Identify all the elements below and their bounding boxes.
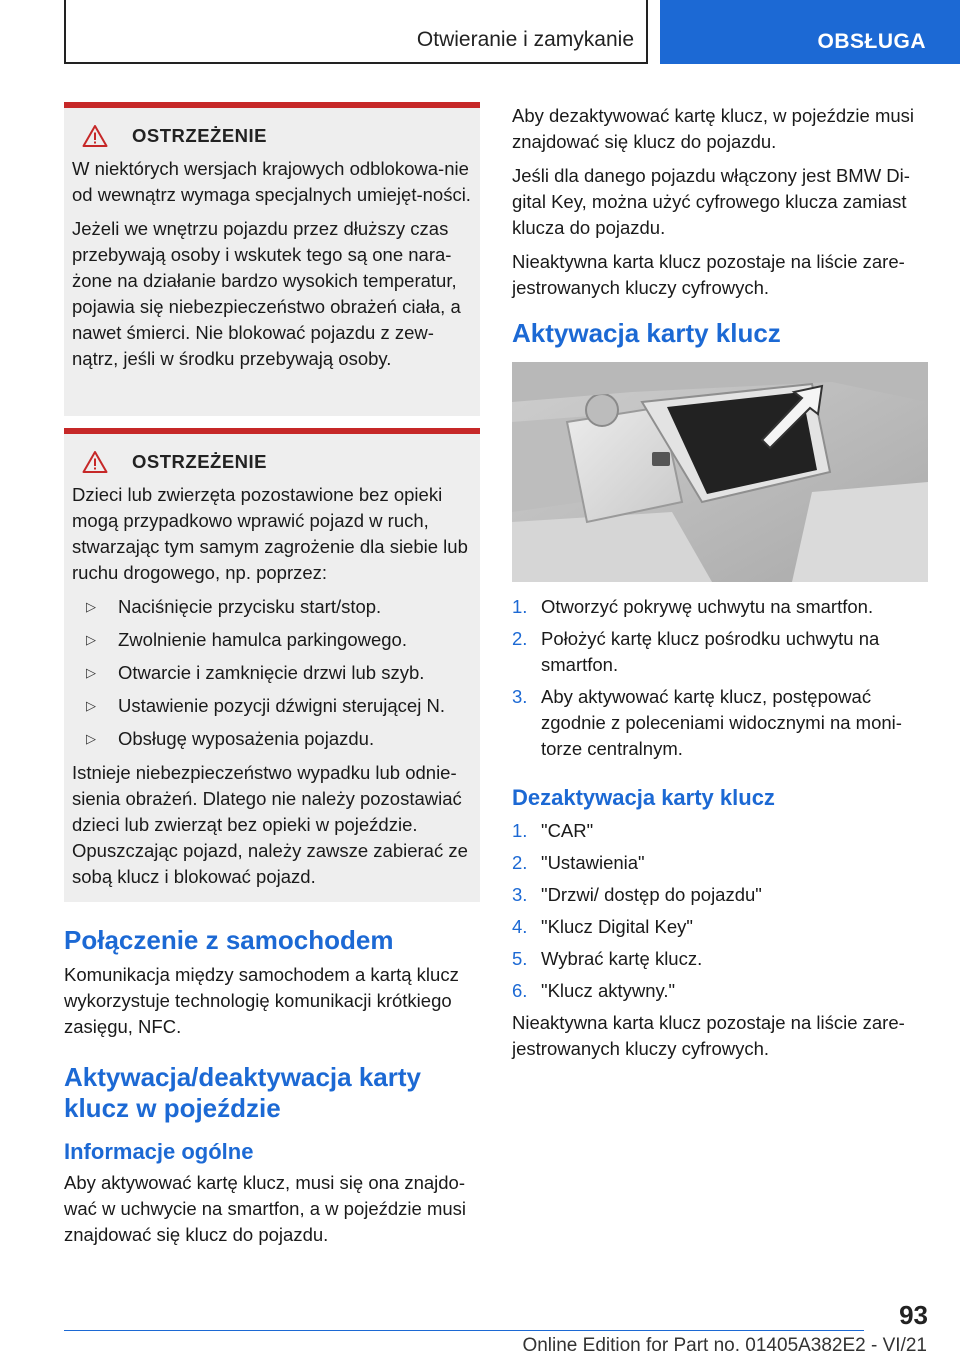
warning-box-2	[64, 428, 480, 902]
bullet-triangle-icon: ▷	[86, 731, 96, 746]
bullet-triangle-icon: ▷	[86, 698, 96, 713]
warning-triangle-icon	[82, 450, 108, 474]
deactivate-note: Nieaktywna karta klucz pozostaje na liście zare-jestrowanych kluczy cyfrowych.	[512, 1012, 905, 1059]
bullet-triangle-icon: ▷	[86, 665, 96, 680]
warning-outro: Istnieje niebezpieczeństwo wypadku lub odnie-sienia obrażeń. Dlatego nie należy pozostawiać dzieci lub zwierząt bez opieki w pojeździe. Opuszczając pojazd, należy zawsze zabierać ze sobą klucz i blokować pojazd.	[72, 762, 468, 887]
warning-triangle-icon	[82, 124, 108, 148]
list-item: 3. "Drzwi/ dostęp do pojazdu"	[512, 884, 762, 905]
list-item: 5. Wybrać kartę klucz.	[512, 948, 703, 969]
list-item: ▷ Zwolnienie hamulca parkingowego.	[72, 627, 472, 653]
warning-header	[82, 122, 472, 150]
page-number: 93	[899, 1300, 928, 1330]
subsection-heading: Informacje ogólne	[64, 1139, 254, 1164]
bullet-triangle-icon: ▷	[86, 599, 96, 614]
list-item: 4. "Klucz Digital Key"	[512, 916, 693, 937]
section-tab: OBSŁUGA	[660, 0, 960, 64]
paragraph: Aby dezaktywować kartę klucz, w pojeździe musi znajdować się klucz do pojazdu.	[512, 105, 915, 152]
warning-bullet-list	[72, 594, 472, 752]
edition-footer: Online Edition for Part no. 01405A382E2 - VI/21	[522, 1335, 927, 1356]
chapter-title: Otwieranie i zamykanie	[416, 28, 634, 51]
warning-intro: Dzieci lub zwierzęta pozostawione bez opieki mogą przypadkowo wprawić pojazd w ruch, stwarzając tym samym zagrożenie dla siebie lub ruchu drogowego, np. poprzez:	[72, 484, 468, 583]
activation-section	[64, 1062, 480, 1256]
smartphone-tray-photo	[512, 362, 928, 582]
list-item: 3. Aby aktywować kartę klucz, postępować zgodnie z poleceniami widocznymi na moni-torze centralnym.	[512, 686, 902, 759]
activate-steps	[512, 594, 928, 762]
warning-paragraph: Jeżeli we wnętrzu pojazdu przez dłuższy czas przebywają osoby i wskutek tego są one nara-żone na działanie bardzo wysokich temperatur, pojawia się niebezpieczeństwo obrażeń ciała, a nawet śmierci. Nie blokować pojazdu z zew-nątrz, jeśli w środku przebywają osoby.	[72, 218, 461, 369]
list-item: 6. "Klucz aktywny."	[512, 980, 676, 1001]
section-heading: Aktywacja/deaktywacja karty klucz w pojeździe	[64, 1062, 421, 1123]
activate-card-heading-wrap	[512, 318, 928, 349]
list-item: 1. Otworzyć pokrywę uchwytu na smartfon.	[512, 596, 874, 617]
header-box	[64, 0, 648, 64]
bullet-triangle-icon: ▷	[86, 632, 96, 647]
activate-steps-wrap	[512, 594, 928, 768]
list-item: ▷ Ustawienie pozycji dźwigni sterującej N.	[72, 693, 472, 719]
paragraph: Jeśli dla danego pojazdu włączony jest BMW Di-gital Key, można użyć cyfrowego klucza zamiast klucza do pojazdu.	[512, 165, 910, 238]
footer-rule	[64, 1330, 864, 1331]
deactivate-steps	[512, 818, 928, 1004]
list-item: 1. "CAR"	[512, 820, 594, 841]
list-item: ▷ Obsługę wyposażenia pojazdu.	[72, 726, 472, 752]
warning-title: OSTRZEŻENIE	[132, 125, 268, 146]
warning-box-1	[64, 102, 480, 416]
warning-title: OSTRZEŻENIE	[132, 451, 268, 472]
connection-section	[64, 925, 480, 1048]
deactivate-card-section	[512, 784, 928, 1070]
list-item: ▷ Naciśnięcie przycisku start/stop.	[72, 594, 472, 620]
section-heading: Aktywacja karty klucz	[512, 318, 781, 348]
warning-paragraph: W niektórych wersjach krajowych odblokowa-nie od wewnątrz wymaga specjalnych umiejęt-ności.	[72, 158, 471, 205]
list-item: 2. Położyć kartę klucz pośrodku uchwytu na smartfon.	[512, 628, 880, 675]
list-item: 2. "Ustawienia"	[512, 852, 645, 873]
section-text: Komunikacja między samochodem a kartą klucz wykorzystuje technologię komunikacji krótkiego zasięgu, NFC.	[64, 964, 459, 1037]
right-intro	[512, 103, 928, 309]
subsection-heading: Dezaktywacja karty klucz	[512, 785, 775, 810]
paragraph: Nieaktywna karta klucz pozostaje na liście zare-jestrowanych kluczy cyfrowych.	[512, 251, 905, 298]
list-item: ▷ Otwarcie i zamknięcie drzwi lub szyb.	[72, 660, 472, 686]
warning-header	[82, 448, 472, 476]
section-text: Aby aktywować kartę klucz, musi się ona znajdo-wać w uchwycie na smartfon, a w pojeździe musi znajdować się klucz do pojazdu.	[64, 1172, 467, 1245]
section-heading: Połączenie z samochodem	[64, 925, 394, 955]
